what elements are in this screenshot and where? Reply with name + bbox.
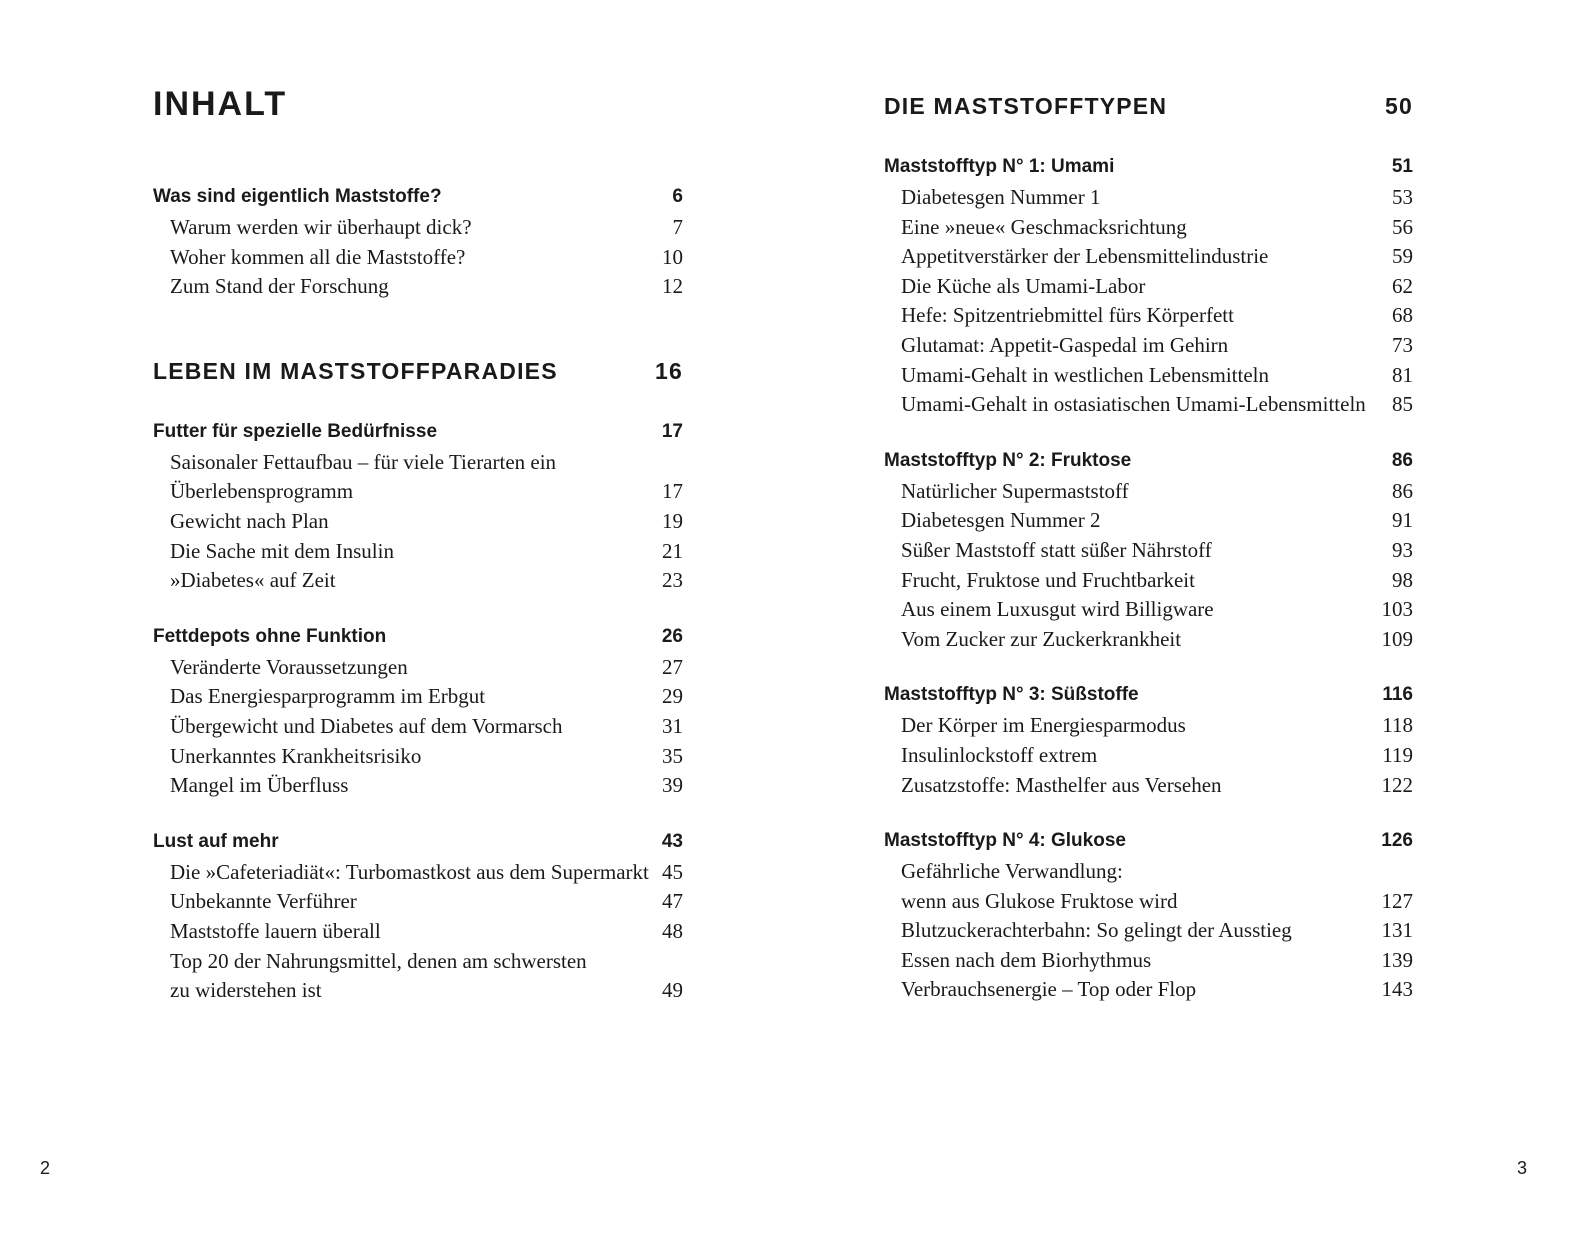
toc-entry bbox=[884, 741, 1413, 771]
toc-chapter bbox=[884, 825, 1413, 1005]
chapter-title: Futter für spezielle Bedürfnisse bbox=[153, 420, 438, 442]
chapter-page: 17 bbox=[661, 420, 683, 442]
chapter-page: 6 bbox=[672, 186, 683, 207]
entry-title: Übergewicht und Diabetes auf dem Vormarsch bbox=[170, 713, 563, 738]
toc-chapter bbox=[153, 181, 683, 302]
part-page: 16 bbox=[655, 357, 683, 384]
entry-title: Umami-Gehalt in westlichen Lebensmitteln bbox=[901, 362, 1269, 387]
entry-page: 53 bbox=[1392, 185, 1413, 209]
toc-chapter bbox=[153, 621, 683, 801]
entry-title: Gefährliche Verwandlung: bbox=[901, 859, 1123, 884]
entry-title: wenn aus Glukose Fruktose wird bbox=[901, 888, 1178, 913]
entry-page: 62 bbox=[1392, 273, 1413, 298]
entry-title: Maststoffe lauern überall bbox=[170, 918, 381, 943]
toc-entry bbox=[884, 771, 1413, 801]
entry-title: Hefe: Spitzentriebmittel fürs Körperfett bbox=[901, 303, 1234, 328]
toc-entry bbox=[153, 771, 683, 801]
chapter-title: Maststofftyp N° 2: Fruktose bbox=[884, 449, 1132, 471]
toc-entry bbox=[153, 213, 683, 243]
chapter-title: Maststofftyp N° 3: Süßstoffe bbox=[884, 684, 1139, 706]
toc-entry bbox=[153, 566, 683, 596]
entry-page: 93 bbox=[1392, 537, 1413, 562]
chapter-heading bbox=[884, 445, 1413, 477]
entry-page: 10 bbox=[662, 244, 683, 269]
chapter-heading bbox=[153, 181, 683, 213]
chapter-heading bbox=[884, 679, 1413, 711]
entry-page: 19 bbox=[662, 508, 683, 533]
toc-entry bbox=[884, 361, 1413, 391]
toc-entry bbox=[153, 682, 683, 712]
entry-page: 85 bbox=[1392, 392, 1413, 417]
entry-page: 7 bbox=[672, 215, 683, 239]
entry-title: Saisonaler Fettaufbau – für viele Tierarten ein bbox=[170, 449, 557, 474]
part-heading bbox=[884, 86, 1413, 126]
entry-page: 118 bbox=[1382, 713, 1413, 738]
entry-page: 91 bbox=[1392, 508, 1413, 533]
part-heading bbox=[153, 351, 683, 391]
entry-page: 73 bbox=[1392, 332, 1413, 357]
toc-entry bbox=[153, 858, 683, 888]
entry-page: 109 bbox=[1381, 626, 1413, 651]
left-page-toc bbox=[153, 82, 683, 1006]
toc-entry bbox=[884, 183, 1413, 213]
entry-page: 45 bbox=[662, 859, 683, 884]
entry-title: Verbrauchsenergie – Top oder Flop bbox=[901, 977, 1197, 1002]
entry-page: 86 bbox=[1392, 478, 1413, 503]
entry-title: Süßer Maststoff statt süßer Nährstoff bbox=[901, 537, 1212, 562]
page-number-left: 2 bbox=[40, 1158, 51, 1178]
toc-entry bbox=[153, 537, 683, 567]
entry-page: 12 bbox=[662, 274, 683, 299]
chapter-page: 51 bbox=[1391, 156, 1413, 177]
page-number-right: 3 bbox=[1517, 1158, 1528, 1178]
entry-page: 103 bbox=[1381, 597, 1413, 622]
toc-entry bbox=[153, 448, 683, 478]
toc-entry bbox=[884, 916, 1413, 946]
chapter-heading bbox=[153, 416, 683, 448]
toc-entry bbox=[884, 857, 1413, 887]
chapter-page: 116 bbox=[1382, 684, 1413, 706]
toc-entry bbox=[153, 742, 683, 772]
entry-page: 56 bbox=[1392, 214, 1413, 239]
entry-title: Diabetesgen Nummer 2 bbox=[901, 508, 1101, 533]
toc-entry bbox=[153, 507, 683, 537]
toc-entry bbox=[884, 301, 1413, 331]
entry-title: Gewicht nach Plan bbox=[170, 508, 329, 533]
toc-entry bbox=[153, 243, 683, 273]
entry-title: Das Energiesparprogramm im Erbgut bbox=[170, 684, 486, 709]
toc-entry bbox=[884, 711, 1413, 741]
entry-title: Blutzuckerachterbahn: So gelingt der Ausstieg bbox=[901, 918, 1292, 943]
entry-title: Unbekannte Verführer bbox=[170, 889, 357, 914]
toc-entry bbox=[884, 213, 1413, 243]
toc-entry bbox=[153, 653, 683, 683]
entry-title: Top 20 der Nahrungsmittel, denen am schwersten bbox=[170, 948, 587, 973]
chapter-heading bbox=[153, 621, 683, 653]
toc-entry bbox=[884, 975, 1413, 1005]
entry-title: Veränderte Voraussetzungen bbox=[170, 654, 408, 679]
chapter-title: Maststofftyp N° 1: Umami bbox=[884, 156, 1115, 177]
toc-entry bbox=[884, 625, 1413, 655]
chapter-page: 126 bbox=[1381, 830, 1413, 852]
entry-title: Frucht, Fruktose und Fruchtbarkeit bbox=[901, 567, 1195, 592]
toc-chapter bbox=[884, 679, 1413, 800]
chapter-heading bbox=[153, 826, 683, 858]
entry-page: 127 bbox=[1381, 888, 1413, 913]
part-page: 50 bbox=[1385, 93, 1413, 119]
entry-title: Die »Cafeteriadiät«: Turbomastkost aus dem Supermarkt bbox=[170, 859, 649, 884]
entry-title: Warum werden wir überhaupt dick? bbox=[170, 215, 472, 239]
chapter-title: Was sind eigentlich Maststoffe? bbox=[153, 186, 442, 207]
toc-entry bbox=[884, 331, 1413, 361]
chapter-page: 43 bbox=[661, 830, 683, 852]
entry-title: Insulinlockstoff extrem bbox=[901, 742, 1098, 767]
entry-title: Unerkanntes Krankheitsrisiko bbox=[170, 743, 422, 768]
entry-title: Appetitverstärker der Lebensmittelindustrie bbox=[901, 244, 1269, 269]
toc-entry bbox=[153, 917, 683, 947]
toc-entry bbox=[884, 566, 1413, 596]
entry-page: 47 bbox=[662, 889, 683, 914]
toc-entry bbox=[884, 887, 1413, 917]
toc-entry bbox=[884, 506, 1413, 536]
entry-page: 122 bbox=[1381, 772, 1413, 797]
entry-page: 39 bbox=[662, 773, 683, 798]
entry-page: 23 bbox=[662, 568, 683, 593]
entry-page: 21 bbox=[662, 538, 683, 563]
page-title: INHALT bbox=[153, 85, 288, 123]
entry-title: Aus einem Luxusgut wird Billigware bbox=[901, 597, 1214, 622]
entry-title: Glutamat: Appetit-Gaspedal im Gehirn bbox=[901, 332, 1229, 357]
chapter-title: Fettdepots ohne Funktion bbox=[153, 625, 387, 647]
entry-page: 81 bbox=[1392, 362, 1413, 387]
entry-page: 139 bbox=[1381, 947, 1413, 972]
toc-entry bbox=[884, 477, 1413, 507]
entry-title: Mangel im Überfluss bbox=[170, 773, 349, 798]
toc-entry bbox=[153, 272, 683, 302]
chapter-title: Lust auf mehr bbox=[153, 830, 279, 852]
entry-title: Diabetesgen Nummer 1 bbox=[901, 185, 1101, 209]
toc-chapter bbox=[153, 416, 683, 596]
part-title: DIE MASTSTOFFTYPEN bbox=[884, 93, 1168, 119]
entry-title: Essen nach dem Biorhythmus bbox=[901, 947, 1152, 972]
chapter-page: 26 bbox=[661, 625, 683, 647]
entry-page: 35 bbox=[662, 743, 683, 768]
chapter-title: Maststofftyp N° 4: Glukose bbox=[884, 830, 1126, 852]
entry-title: Eine »neue« Geschmacksrichtung bbox=[901, 214, 1187, 239]
toc-entry bbox=[884, 946, 1413, 976]
toc-entry bbox=[153, 712, 683, 742]
toc-entry bbox=[884, 536, 1413, 566]
entry-title: Die Sache mit dem Insulin bbox=[170, 538, 394, 563]
entry-page: 29 bbox=[662, 684, 683, 709]
entry-page: 98 bbox=[1392, 567, 1413, 592]
toc-entry bbox=[153, 887, 683, 917]
entry-page: 131 bbox=[1381, 918, 1413, 943]
toc-entry bbox=[884, 272, 1413, 302]
entry-page: 119 bbox=[1382, 742, 1413, 767]
entry-page: 27 bbox=[662, 654, 683, 679]
entry-title: Vom Zucker zur Zuckerkrankheit bbox=[901, 626, 1182, 651]
chapter-heading bbox=[884, 151, 1413, 183]
part-title: LEBEN IM MASTSTOFFPARADIES bbox=[153, 357, 558, 384]
entry-title: Zusatzstoffe: Masthelfer aus Versehen bbox=[901, 772, 1222, 797]
entry-page: 31 bbox=[662, 713, 683, 738]
right-page-toc bbox=[884, 86, 1413, 1005]
toc-entry bbox=[153, 947, 683, 977]
entry-page: 143 bbox=[1381, 977, 1413, 1002]
toc-chapter bbox=[153, 826, 683, 1006]
entry-title: Der Körper im Energiesparmodus bbox=[901, 713, 1186, 738]
toc-chapter bbox=[884, 445, 1413, 655]
entry-page: 17 bbox=[662, 479, 683, 504]
toc-entry bbox=[153, 976, 683, 1006]
entry-title: »Diabetes« auf Zeit bbox=[170, 568, 336, 593]
entry-page: 59 bbox=[1392, 244, 1413, 269]
toc-entry bbox=[153, 477, 683, 507]
toc-chapter bbox=[884, 151, 1413, 420]
entry-title: Umami-Gehalt in ostasiatischen Umami-Lebensmitteln bbox=[901, 392, 1366, 417]
entry-title: Überlebensprogramm bbox=[170, 479, 354, 504]
entry-page: 48 bbox=[662, 918, 683, 943]
entry-title: Die Küche als Umami-Labor bbox=[901, 273, 1146, 298]
entry-title: Woher kommen all die Maststoffe? bbox=[170, 244, 466, 269]
toc-entry bbox=[884, 595, 1413, 625]
chapter-heading bbox=[884, 825, 1413, 857]
entry-title: Natürlicher Supermaststoff bbox=[901, 478, 1129, 503]
entry-page: 68 bbox=[1392, 303, 1413, 328]
toc-entry bbox=[884, 390, 1413, 420]
chapter-page: 86 bbox=[1391, 449, 1413, 471]
entry-page: 49 bbox=[662, 978, 683, 1003]
toc-entry bbox=[884, 242, 1413, 272]
entry-title: zu widerstehen ist bbox=[170, 978, 322, 1003]
entry-title: Zum Stand der Forschung bbox=[170, 274, 389, 299]
